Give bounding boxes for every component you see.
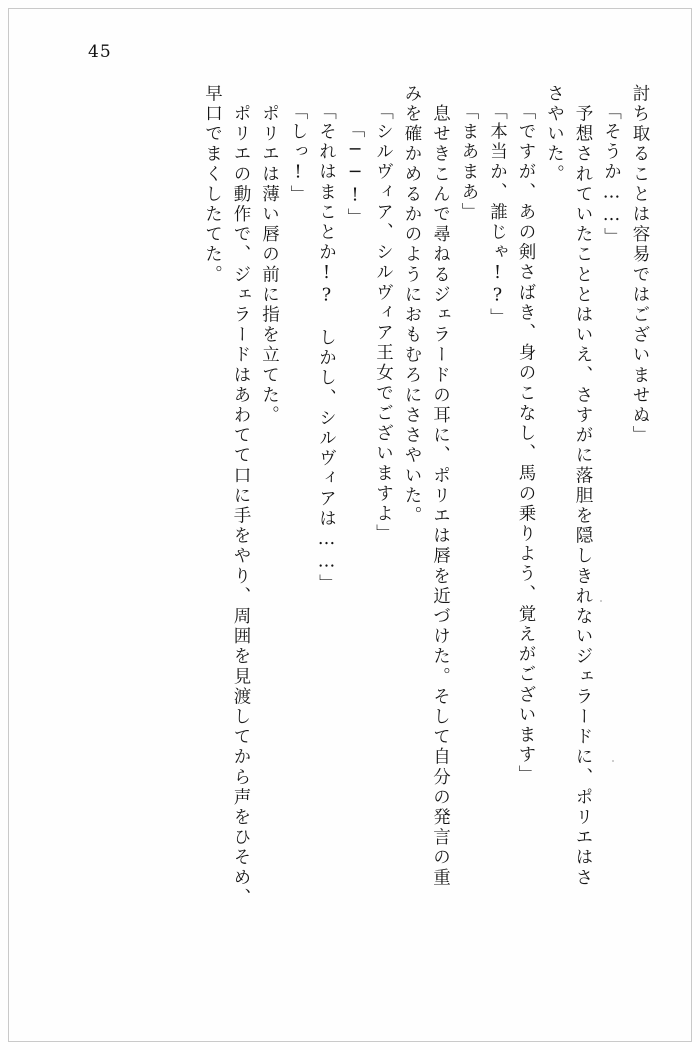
page-number: 45: [88, 42, 112, 62]
text-line: 「それはまことか!? しかし、シルヴィアは……」: [316, 102, 337, 595]
text-line: 「シルヴィア、シルヴィア王女でございますよ」: [373, 102, 394, 545]
text-line: 息せきこんで尋ねるジェラードの耳に、ポリエは唇を近づけた。そして自分の発言の重: [430, 84, 451, 888]
text-line: 予想されていたこととはいえ、さすがに落胆を隠しきれないジェラードに、ポリエはさ: [573, 84, 593, 888]
text-line: 討ち取ることは容易ではございませぬ」: [630, 84, 650, 446]
text-line: ポリエの動作で、ジェラードはあわてて口に手をやり、周囲を見渡してから声をひそめ、: [231, 84, 251, 909]
text-line: さやいた。: [544, 84, 565, 185]
text-line: 「まあまあ」: [459, 102, 479, 223]
paper-speck: [612, 760, 614, 762]
text-line: ポリエは薄い唇の前に指を立てた。: [259, 84, 280, 426]
text-line: 「そうか……」: [601, 102, 622, 248]
text-line: 「──!」: [345, 120, 365, 228]
paper-speck: [600, 600, 602, 602]
vertical-text-body: [88, 84, 648, 964]
text-line: みを確かめるかのようにおもむろにささやいた。: [402, 84, 422, 527]
text-line: 「本当か、誰じゃ!?」: [487, 102, 508, 329]
text-line: 「ですが、あの剣さばき、身のこなし、馬の乗りよう、覚えがございます」: [516, 102, 536, 786]
text-line: 「しっ!」: [288, 102, 308, 205]
text-line: 早口でまくしたてた。: [202, 84, 223, 285]
